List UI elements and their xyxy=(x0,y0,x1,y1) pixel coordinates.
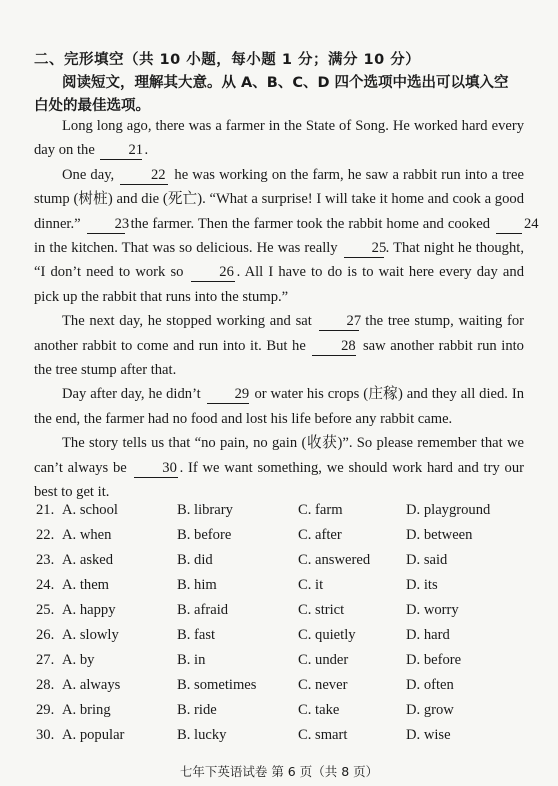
page-footer: 七年下英语试卷 第 6 页（共 8 页） xyxy=(179,764,379,779)
option-row-23 xyxy=(36,552,536,577)
question-number: 23. xyxy=(36,552,55,568)
blank-22: 22 xyxy=(120,167,168,185)
blank-29: 29 xyxy=(207,386,249,404)
option-c: C. under xyxy=(298,652,349,668)
option-a: A. asked xyxy=(62,552,114,568)
passage-text: the tree stump, waiting for another rabbit to come and run into it. But he xyxy=(34,313,524,354)
option-a: A. them xyxy=(62,577,110,593)
option-a: A. slowly xyxy=(62,627,119,643)
option-row-30 xyxy=(36,727,536,752)
option-c: C. farm xyxy=(298,502,343,518)
option-c: C. never xyxy=(298,677,348,693)
question-number: 27. xyxy=(36,652,55,668)
option-d: D. wise xyxy=(406,727,451,743)
passage-paragraph-2 xyxy=(34,163,539,309)
question-number: 28. xyxy=(36,677,55,693)
passage-text: The next day, he stopped working and sat xyxy=(62,313,317,330)
option-a: A. popular xyxy=(62,727,125,743)
passage-text: The story tells us that “no pain, no gain (收获)”. So please remember that we can’t always be xyxy=(34,435,524,476)
section-instruction: 阅读短文，理解其大意。从 A、B、C、D 四个选项中选出可以填入空白处的最佳选项。 xyxy=(34,75,509,114)
option-c: C. strict xyxy=(298,602,345,618)
option-c: C. it xyxy=(298,577,324,593)
option-a: A. when xyxy=(62,527,112,543)
passage-text: . That night he thought, “I don’t need to work so xyxy=(34,240,524,281)
option-d: D. its xyxy=(406,577,438,593)
option-c: C. after xyxy=(298,527,342,543)
option-a: A. happy xyxy=(62,602,116,618)
option-row-29 xyxy=(36,702,536,727)
blank-21: 21 xyxy=(100,142,142,160)
passage-paragraph-4 xyxy=(34,382,524,431)
passage-text: or water his crops (庄稼) and they all died. In the end, the farmer had no food and lost his life before any rabbit came. xyxy=(34,386,524,427)
question-number: 21. xyxy=(36,502,55,518)
passage-paragraph-3 xyxy=(34,309,524,382)
option-d: D. playground xyxy=(406,502,491,518)
option-row-25 xyxy=(36,602,536,627)
passage-text: in the kitchen. That was so delicious. He was really xyxy=(34,240,342,257)
option-b: B. library xyxy=(177,502,233,518)
blank-30: 30 xyxy=(134,460,178,478)
option-b: B. afraid xyxy=(177,602,229,618)
option-b: B. before xyxy=(177,527,232,543)
option-b: B. ride xyxy=(177,702,217,718)
passage-text: . All I have to do is to wait here every day and pick up the rabbit that runs into the stump.” xyxy=(34,264,524,305)
blank-26: 26 xyxy=(191,264,235,282)
question-number: 22. xyxy=(36,527,55,543)
option-c: C. smart xyxy=(298,727,348,743)
passage-text: . xyxy=(144,142,149,159)
option-d: D. often xyxy=(406,677,454,693)
option-b: B. did xyxy=(177,552,213,568)
option-b: B. him xyxy=(177,577,217,593)
option-b: B. sometimes xyxy=(177,677,257,693)
option-a: A. bring xyxy=(62,702,111,718)
passage-text: Long long ago, there was a farmer in the State of Song. He worked hard every day on the xyxy=(34,118,524,159)
question-number: 29. xyxy=(36,702,55,718)
option-d: D. grow xyxy=(406,702,454,718)
answer-options xyxy=(36,502,536,752)
passage-text: One day, xyxy=(62,166,119,183)
passage-text: he was working on the farm, he saw a rabbit run into a tree stump (树桩) and die (死亡). “What a surprise! I will take it home and cook a good dinner.” xyxy=(34,166,524,232)
option-row-24 xyxy=(36,577,536,602)
option-row-27 xyxy=(36,652,536,677)
option-c: C. answered xyxy=(298,552,371,568)
option-d: D. between xyxy=(406,527,473,543)
blank-27: 27 xyxy=(319,313,359,331)
option-a: A. by xyxy=(62,652,95,668)
option-a: A. always xyxy=(62,677,121,693)
option-b: B. in xyxy=(177,652,206,668)
question-number: 26. xyxy=(36,627,55,643)
blank-24: 24 xyxy=(496,216,522,234)
option-row-26 xyxy=(36,627,536,652)
question-number: 25. xyxy=(36,602,55,618)
blank-23: 23 xyxy=(87,216,125,234)
option-b: B. lucky xyxy=(177,727,227,743)
cloze-passage xyxy=(34,114,539,505)
section-title: 二、完形填空（共 10 小题，每小题 1 分；满分 10 分） xyxy=(34,52,421,68)
passage-text: the farmer. Then the farmer took the rabbit home and cooked xyxy=(126,215,494,232)
option-a: A. school xyxy=(62,502,118,518)
option-row-21 xyxy=(36,502,536,527)
option-d: D. before xyxy=(406,652,462,668)
passage-text: Day after day, he didn’t xyxy=(62,386,205,403)
option-d: D. hard xyxy=(406,627,450,643)
option-row-22 xyxy=(36,527,536,552)
blank-25: 25 xyxy=(344,240,384,258)
option-c: C. quietly xyxy=(298,627,356,643)
question-number: 30. xyxy=(36,727,55,743)
option-d: D. said xyxy=(406,552,448,568)
blank-28: 28 xyxy=(312,338,356,356)
option-b: B. fast xyxy=(177,627,216,643)
passage-text: . If we want something, we should work hard and try our best to get it. xyxy=(34,459,524,501)
passage-paragraph-1 xyxy=(34,114,524,163)
question-number: 24. xyxy=(36,577,55,593)
passage-paragraph-5 xyxy=(34,431,524,504)
option-c: C. take xyxy=(298,702,340,718)
option-row-28 xyxy=(36,677,536,702)
passage-text: saw another rabbit run into the tree stump after that. xyxy=(34,337,524,379)
option-d: D. worry xyxy=(406,602,459,618)
